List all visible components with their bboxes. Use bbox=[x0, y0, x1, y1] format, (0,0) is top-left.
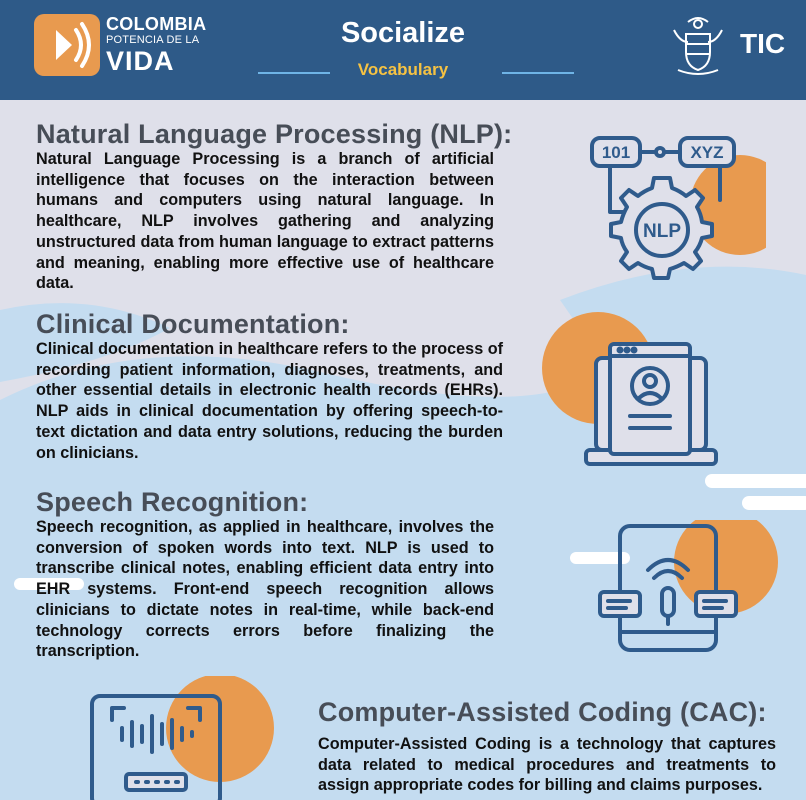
laptop-profile-icon bbox=[540, 310, 720, 475]
logo-line-2: POTENCIA DE LA bbox=[106, 34, 200, 46]
section-body-nlp: Natural Language Processing is a branch of artificial intelligence that focuses on the interaction between humans and computers using natural language. In healthcare, NLP involves gathering and analyzing unstructured data from human language to extract patterns and meaning, enabling more effective use of healthcare data. bbox=[36, 150, 494, 293]
section-body-clinical-documentation: Clinical documentation in healthcare refers to the process of recording patient information, diagnoses, treatments, and other essential details in electronic health records (EHRs). NLP aids in clinical documentation by offering speech-to-text dictation and data entry solutions, reducing the burden on clinicians. bbox=[36, 340, 503, 462]
page-subtitle: Vocabulary bbox=[357, 60, 449, 79]
logo-line-3: VIDA bbox=[106, 46, 175, 76]
section-nlp bbox=[36, 119, 513, 294]
tic-label: TIC bbox=[740, 28, 786, 59]
section-title-clinical-documentation: Clinical Documentation: bbox=[36, 309, 350, 339]
section-clinical-documentation bbox=[36, 309, 503, 463]
coat-of-arms-icon bbox=[666, 12, 730, 83]
section-title-computer-assisted-coding: Computer-Assisted Coding (CAC): bbox=[318, 697, 767, 727]
header-bar bbox=[0, 0, 806, 100]
nlp-icon-text-101: 101 bbox=[601, 143, 631, 162]
section-body-computer-assisted-coding: Computer-Assisted Coding is a technology that captures data related to medical procedures and treatments to assign appropriate codes for billing and claims purposes. bbox=[318, 735, 776, 795]
section-speech-recognition bbox=[36, 487, 494, 662]
page-title: Socialize bbox=[340, 17, 466, 49]
logo-line-1: COLOMBIA bbox=[106, 14, 207, 34]
monitor-soundwave-icon bbox=[86, 676, 286, 800]
main-content bbox=[0, 100, 806, 800]
section-body-speech-recognition: Speech recognition, as applied in healthcare, involves the conversion of spoken words into text. NLP is used to transcribe clinical notes, enabling efficient data entry into EHR systems. Front-end speech recognition allows clinicians to dictate notes in real-time, while back-end technology corrects errors before finalizing the transcription. bbox=[36, 518, 494, 661]
nlp-icon-text-nlp: NLP bbox=[643, 221, 681, 242]
section-computer-assisted-coding bbox=[318, 697, 776, 796]
tablet-microphone-icon bbox=[596, 520, 786, 665]
section-title-speech-recognition: Speech Recognition: bbox=[36, 487, 309, 517]
nlp-gear-icon bbox=[580, 130, 766, 285]
nlp-icon-text-xyz: XYZ bbox=[690, 143, 724, 162]
section-title-nlp: Natural Language Processing (NLP): bbox=[36, 119, 513, 149]
subtitle-divider-right bbox=[502, 72, 574, 74]
